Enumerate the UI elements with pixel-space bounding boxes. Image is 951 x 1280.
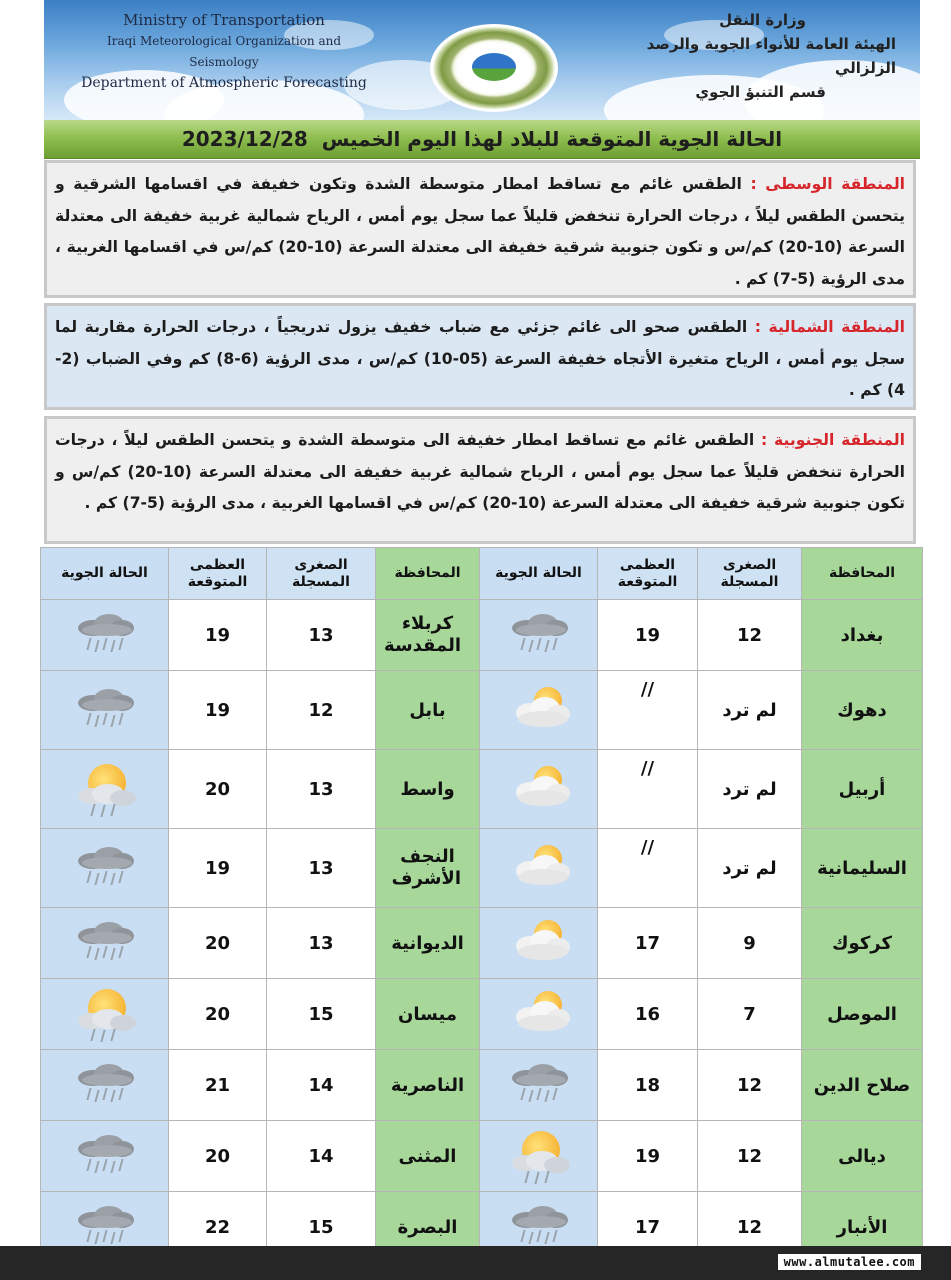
- governorate-cell: ميسان: [376, 979, 480, 1050]
- min-temp-cell: 12: [698, 1121, 802, 1192]
- condition-cell: [480, 1121, 598, 1192]
- max-temp-cell: 17: [598, 1192, 698, 1263]
- min-temp-cell: 12: [698, 1050, 802, 1121]
- governorate-cell: الموصل: [802, 979, 923, 1050]
- governorate-cell: بغداد: [802, 600, 923, 671]
- sun-cloud-icon: [70, 989, 140, 1035]
- rain-cloud-icon: [70, 1060, 140, 1106]
- min-temp-cell: 12: [267, 671, 376, 750]
- ministry-name-en: Ministry of Transportation: [123, 11, 325, 29]
- min-temp-cell: 13: [267, 750, 376, 829]
- max-temp-cell: 19: [169, 600, 267, 671]
- rain-cloud-icon: [504, 1202, 574, 1248]
- sun-cloud-icon: [504, 1131, 574, 1177]
- max-temp-cell: 20: [169, 979, 267, 1050]
- partly-cloudy-icon: [504, 685, 574, 731]
- max-temp-cell: //: [598, 829, 698, 908]
- min-temp-cell: 13: [267, 600, 376, 671]
- rain-cloud-icon: [504, 1060, 574, 1106]
- max-temp-cell: 17: [598, 908, 698, 979]
- footer-url: www.almutalee.com: [778, 1254, 921, 1270]
- max-temp-cell: 20: [169, 1121, 267, 1192]
- min-temp-cell: 13: [267, 829, 376, 908]
- min-temp-cell: 14: [267, 1050, 376, 1121]
- governorate-cell: واسط: [376, 750, 480, 829]
- governorate-cell: أربيل: [802, 750, 923, 829]
- rain-cloud-icon: [70, 918, 140, 964]
- organization-name-ar: الهيئة العامة للأنواء الجوية والرصد الزلزالي: [646, 35, 896, 77]
- condition-cell: [41, 1121, 169, 1192]
- governorate-cell: كربلاء المقدسة: [376, 600, 480, 671]
- min-temp-cell: لم ترد: [698, 671, 802, 750]
- region-south: [44, 416, 916, 544]
- header-condition-2: الحالة الجوية: [41, 548, 169, 600]
- condition-cell: [480, 908, 598, 979]
- max-temp-cell: 19: [598, 600, 698, 671]
- ministry-name-ar: وزارة النقل: [719, 11, 806, 29]
- condition-cell: [41, 1050, 169, 1121]
- region-south-name: المنطقة الجنوبية :: [761, 431, 905, 449]
- condition-cell: [480, 979, 598, 1050]
- condition-cell: [480, 600, 598, 671]
- governorate-cell: المثنى: [376, 1121, 480, 1192]
- forecast-table: [40, 547, 923, 1263]
- condition-cell: [41, 908, 169, 979]
- max-temp-cell: 19: [169, 829, 267, 908]
- table-row: [41, 829, 923, 908]
- min-temp-cell: 12: [698, 600, 802, 671]
- department-name-ar: قسم التنبؤ الجوي: [695, 83, 826, 101]
- governorate-cell: بابل: [376, 671, 480, 750]
- header-arabic: [596, 8, 896, 104]
- condition-cell: [41, 671, 169, 750]
- table-row: [41, 908, 923, 979]
- footer-bar: [0, 1246, 951, 1280]
- header-min: الصغرى المسجلة: [698, 548, 802, 600]
- rain-cloud-icon: [70, 685, 140, 731]
- department-name-en: Department of Atmospheric Forecasting: [81, 75, 367, 91]
- governorate-cell: الأنبار: [802, 1192, 923, 1263]
- page-title: [44, 127, 920, 151]
- title-date: 2023/12/28: [181, 127, 308, 151]
- condition-cell: [41, 750, 169, 829]
- partly-cloudy-icon: [504, 918, 574, 964]
- governorate-cell: ديالى: [802, 1121, 923, 1192]
- max-temp-cell: 18: [598, 1050, 698, 1121]
- min-temp-cell: لم ترد: [698, 750, 802, 829]
- sun-cloud-icon: [70, 764, 140, 810]
- max-temp-cell: 21: [169, 1050, 267, 1121]
- governorate-cell: الديوانية: [376, 908, 480, 979]
- governorate-cell: السليمانية: [802, 829, 923, 908]
- condition-cell: [480, 671, 598, 750]
- header-max-2: العظمى المتوقعة: [169, 548, 267, 600]
- governorate-cell: الناصرية: [376, 1050, 480, 1121]
- condition-cell: [480, 750, 598, 829]
- region-north-text: الطقس صحو الى غائم جزئي مع ضباب خفيف يزول تدريجياً ، درجات الحرارة مقاربة لما سجل يوم أمس ، الرياح متغيرة الأتجاه خفيفة السرعة (05-10) كم/س ، مدى الرؤية (6-8) كم وفي الضباب (2-4) كم .: [55, 318, 905, 399]
- header-max: العظمى المتوقعة: [598, 548, 698, 600]
- region-south-text: الطقس غائم مع تساقط امطار خفيفة الى متوسطة الشدة و يتحسن الطقس ليلاً ، درجات الحرارة تنخفض قليلاً عما سجل يوم أمس ، الرياح شمالية غربية خفيفة الى معتدلة السرعة (10-20) كم/س و تكون جنوبية شرقية خفيفة الى معتدلة السرعة (10-20) كم/س في اقسامها الغربية ، مدى الرؤية (5-7) كم .: [55, 431, 906, 512]
- header-governorate: المحافظة: [802, 548, 923, 600]
- rain-cloud-icon: [70, 1202, 140, 1248]
- min-temp-cell: 12: [698, 1192, 802, 1263]
- header-english: [74, 10, 374, 94]
- min-temp-cell: 13: [267, 908, 376, 979]
- organization-logo: [430, 24, 558, 112]
- max-temp-cell: 20: [169, 908, 267, 979]
- max-temp-cell: 19: [169, 671, 267, 750]
- table-header-row: [41, 548, 923, 600]
- min-temp-cell: 14: [267, 1121, 376, 1192]
- condition-cell: [480, 829, 598, 908]
- max-temp-cell: 16: [598, 979, 698, 1050]
- max-temp-cell: 22: [169, 1192, 267, 1263]
- region-central: [44, 160, 916, 298]
- partly-cloudy-icon: [504, 843, 574, 889]
- title-text: الحالة الجوية المتوقعة للبلاد لهذا اليوم الخميس: [321, 127, 783, 151]
- governorate-cell: النجف الأشرف: [376, 829, 480, 908]
- max-temp-cell: 20: [169, 750, 267, 829]
- table-row: [41, 979, 923, 1050]
- governorate-cell: صلاح الدين: [802, 1050, 923, 1121]
- organization-name-en: Iraqi Meteorological Organization and Seismology: [106, 34, 342, 69]
- min-temp-cell: 15: [267, 979, 376, 1050]
- table-row: [41, 750, 923, 829]
- rain-cloud-icon: [504, 610, 574, 656]
- governorate-cell: كركوك: [802, 908, 923, 979]
- partly-cloudy-icon: [504, 989, 574, 1035]
- table-row: [41, 1121, 923, 1192]
- region-north: [44, 303, 916, 410]
- table-row: [41, 671, 923, 750]
- table-row: [41, 1050, 923, 1121]
- governorate-cell: البصرة: [376, 1192, 480, 1263]
- rain-cloud-icon: [70, 1131, 140, 1177]
- min-temp-cell: 9: [698, 908, 802, 979]
- max-temp-cell: //: [598, 671, 698, 750]
- region-central-text: الطقس غائم مع تساقط امطار متوسطة الشدة وتكون خفيفة في اقسامها الشرقية و يتحسن الطقس ليلاً ، درجات الحرارة تنخفض قليلاً عما سجل يوم أمس ، الرياح شمالية غربية خفيفة الى معتدلة السرعة (10-20) كم/س و تكون جنوبية شرقية خفيفة الى معتدلة السرعة (10-20) كم/س في اقسامها الغربية ، مدى الرؤية (5-7) كم .: [55, 175, 905, 288]
- rain-cloud-icon: [70, 843, 140, 889]
- governorate-cell: دهوك: [802, 671, 923, 750]
- region-north-name: المنطقة الشمالية :: [754, 318, 905, 336]
- max-temp-cell: 19: [598, 1121, 698, 1192]
- min-temp-cell: لم ترد: [698, 829, 802, 908]
- table-row: [41, 600, 923, 671]
- title-bar: [44, 120, 920, 159]
- header-min-2: الصغرى المسجلة: [267, 548, 376, 600]
- condition-cell: [480, 1050, 598, 1121]
- min-temp-cell: 7: [698, 979, 802, 1050]
- header-condition: الحالة الجوية: [480, 548, 598, 600]
- header-governorate-2: المحافظة: [376, 548, 480, 600]
- rain-cloud-icon: [70, 610, 140, 656]
- logo-emblem-icon: [472, 53, 516, 81]
- condition-cell: [41, 979, 169, 1050]
- partly-cloudy-icon: [504, 764, 574, 810]
- header-banner: [44, 0, 920, 120]
- region-central-name: المنطقة الوسطى :: [750, 175, 906, 193]
- condition-cell: [41, 600, 169, 671]
- condition-cell: [41, 829, 169, 908]
- min-temp-cell: 15: [267, 1192, 376, 1263]
- max-temp-cell: //: [598, 750, 698, 829]
